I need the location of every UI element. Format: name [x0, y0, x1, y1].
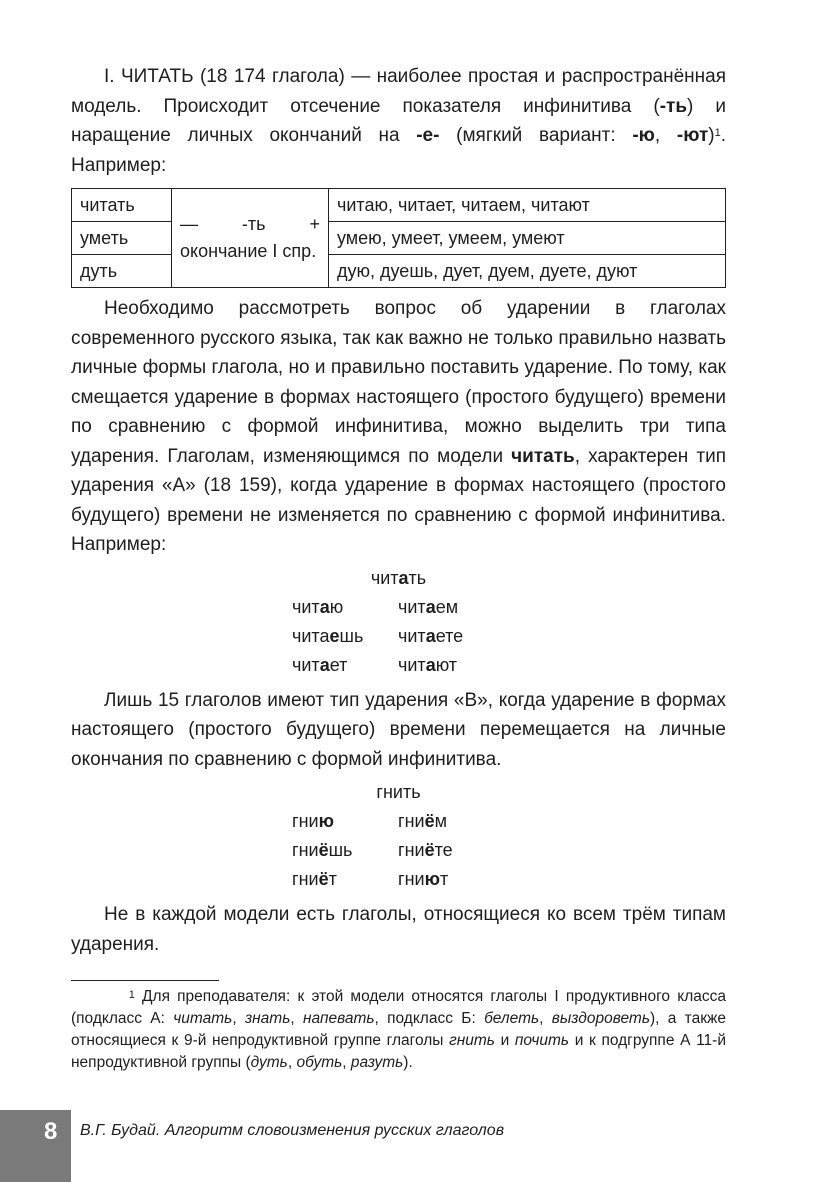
page-number-box	[0, 1110, 71, 1182]
running-title: В.Г. Будай. Алгоритм словоизменения русских глаголов	[80, 1122, 505, 1139]
example-form: читают	[398, 654, 458, 675]
example-chitat	[71, 564, 726, 680]
example-form: гниём	[398, 811, 447, 831]
example-form: гниёте	[398, 840, 453, 860]
example-row	[71, 807, 726, 836]
table-cell-verb: читать	[72, 189, 172, 222]
table-row	[72, 255, 726, 288]
page-content	[71, 62, 726, 959]
table-row	[72, 222, 726, 255]
table-cell-forms: дую, дуешь, дует, дуем, дуете, дуют	[329, 255, 726, 288]
example-gnit	[71, 778, 726, 894]
conjugation-table	[71, 188, 726, 288]
table-cell-rule: — -ть + окончание I спр.	[172, 189, 329, 288]
example-form: гниют	[398, 869, 449, 889]
example-form: гниёт	[292, 869, 337, 889]
example-form: гнию	[292, 811, 334, 831]
example-row	[71, 622, 726, 651]
footnote-divider	[71, 980, 219, 981]
footnote: $^1$ Для преподавателя: к этой модели относятся глаголы I продуктивного класса (подкласс А: читать, знать, напевать, подкласс Б: белеть, выздороветь), а также относящиеся к 9-й непродуктивной группе глаголы гнить и почить и к подгруппе А 11-й непродуктивной группы (дуть, обуть, разуть).	[71, 988, 726, 1071]
example-row	[71, 836, 726, 865]
example-row	[71, 593, 726, 622]
example-row	[71, 865, 726, 894]
example-form: читаю	[292, 596, 344, 617]
example-form: читаешь	[292, 625, 364, 646]
closing-paragraph: Не в каждой модели есть глаголы, относящиеся ко всем трём типам ударения.	[71, 904, 726, 955]
example-infinitive: гнить	[376, 782, 421, 802]
table-row	[72, 189, 726, 222]
example-form: читаем	[398, 596, 459, 617]
example-form: читает	[292, 654, 348, 675]
example-form: гниёшь	[292, 840, 353, 860]
table-cell-verb: дуть	[72, 255, 172, 288]
example-row	[71, 651, 726, 680]
example-infinitive: читать	[370, 567, 427, 588]
table-cell-forms: читаю, читает, читаем, читают	[329, 189, 726, 222]
table-cell-verb: уметь	[72, 222, 172, 255]
table-cell-forms: умею, умеет, умеем, умеют	[329, 222, 726, 255]
example-form: читаете	[398, 625, 464, 646]
stress-paragraph: Необходимо рассмотреть вопрос об ударении в глаголах современного русского языка, так как важно не только правильно назвать личные формы глагола, но и правильно поставить ударение. По тому, как смещается ударение в формах настоящего (простого будущего) времени по сравнению с формой инфинитива, можно выделить три типа ударения. Глаголам, изменяющимся по модели читать, характерен тип ударения «А» (18 159), когда ударение в формах настоящего (простого будущего) времени не изменяется по сравнению с формой инфинитива. Например:	[71, 298, 726, 555]
page-number: 8	[44, 1118, 58, 1145]
footnote-ref: 1	[714, 127, 721, 139]
intro-paragraph: I. ЧИТАТЬ (18 174 глагола) — наиболее простая и распространённая модель. Происходит отсечение показателя инфинитива (-ть) и наращение личных окончаний на -е- (мягкий вариант: -ю, -ют)$^1$. Например:	[71, 66, 726, 176]
type-b-paragraph: Лишь 15 глаголов имеют тип ударения «В», когда ударение в формах настоящего (простого будущего) времени перемещается на личные окончания по сравнению с формой инфинитива.	[71, 689, 726, 770]
